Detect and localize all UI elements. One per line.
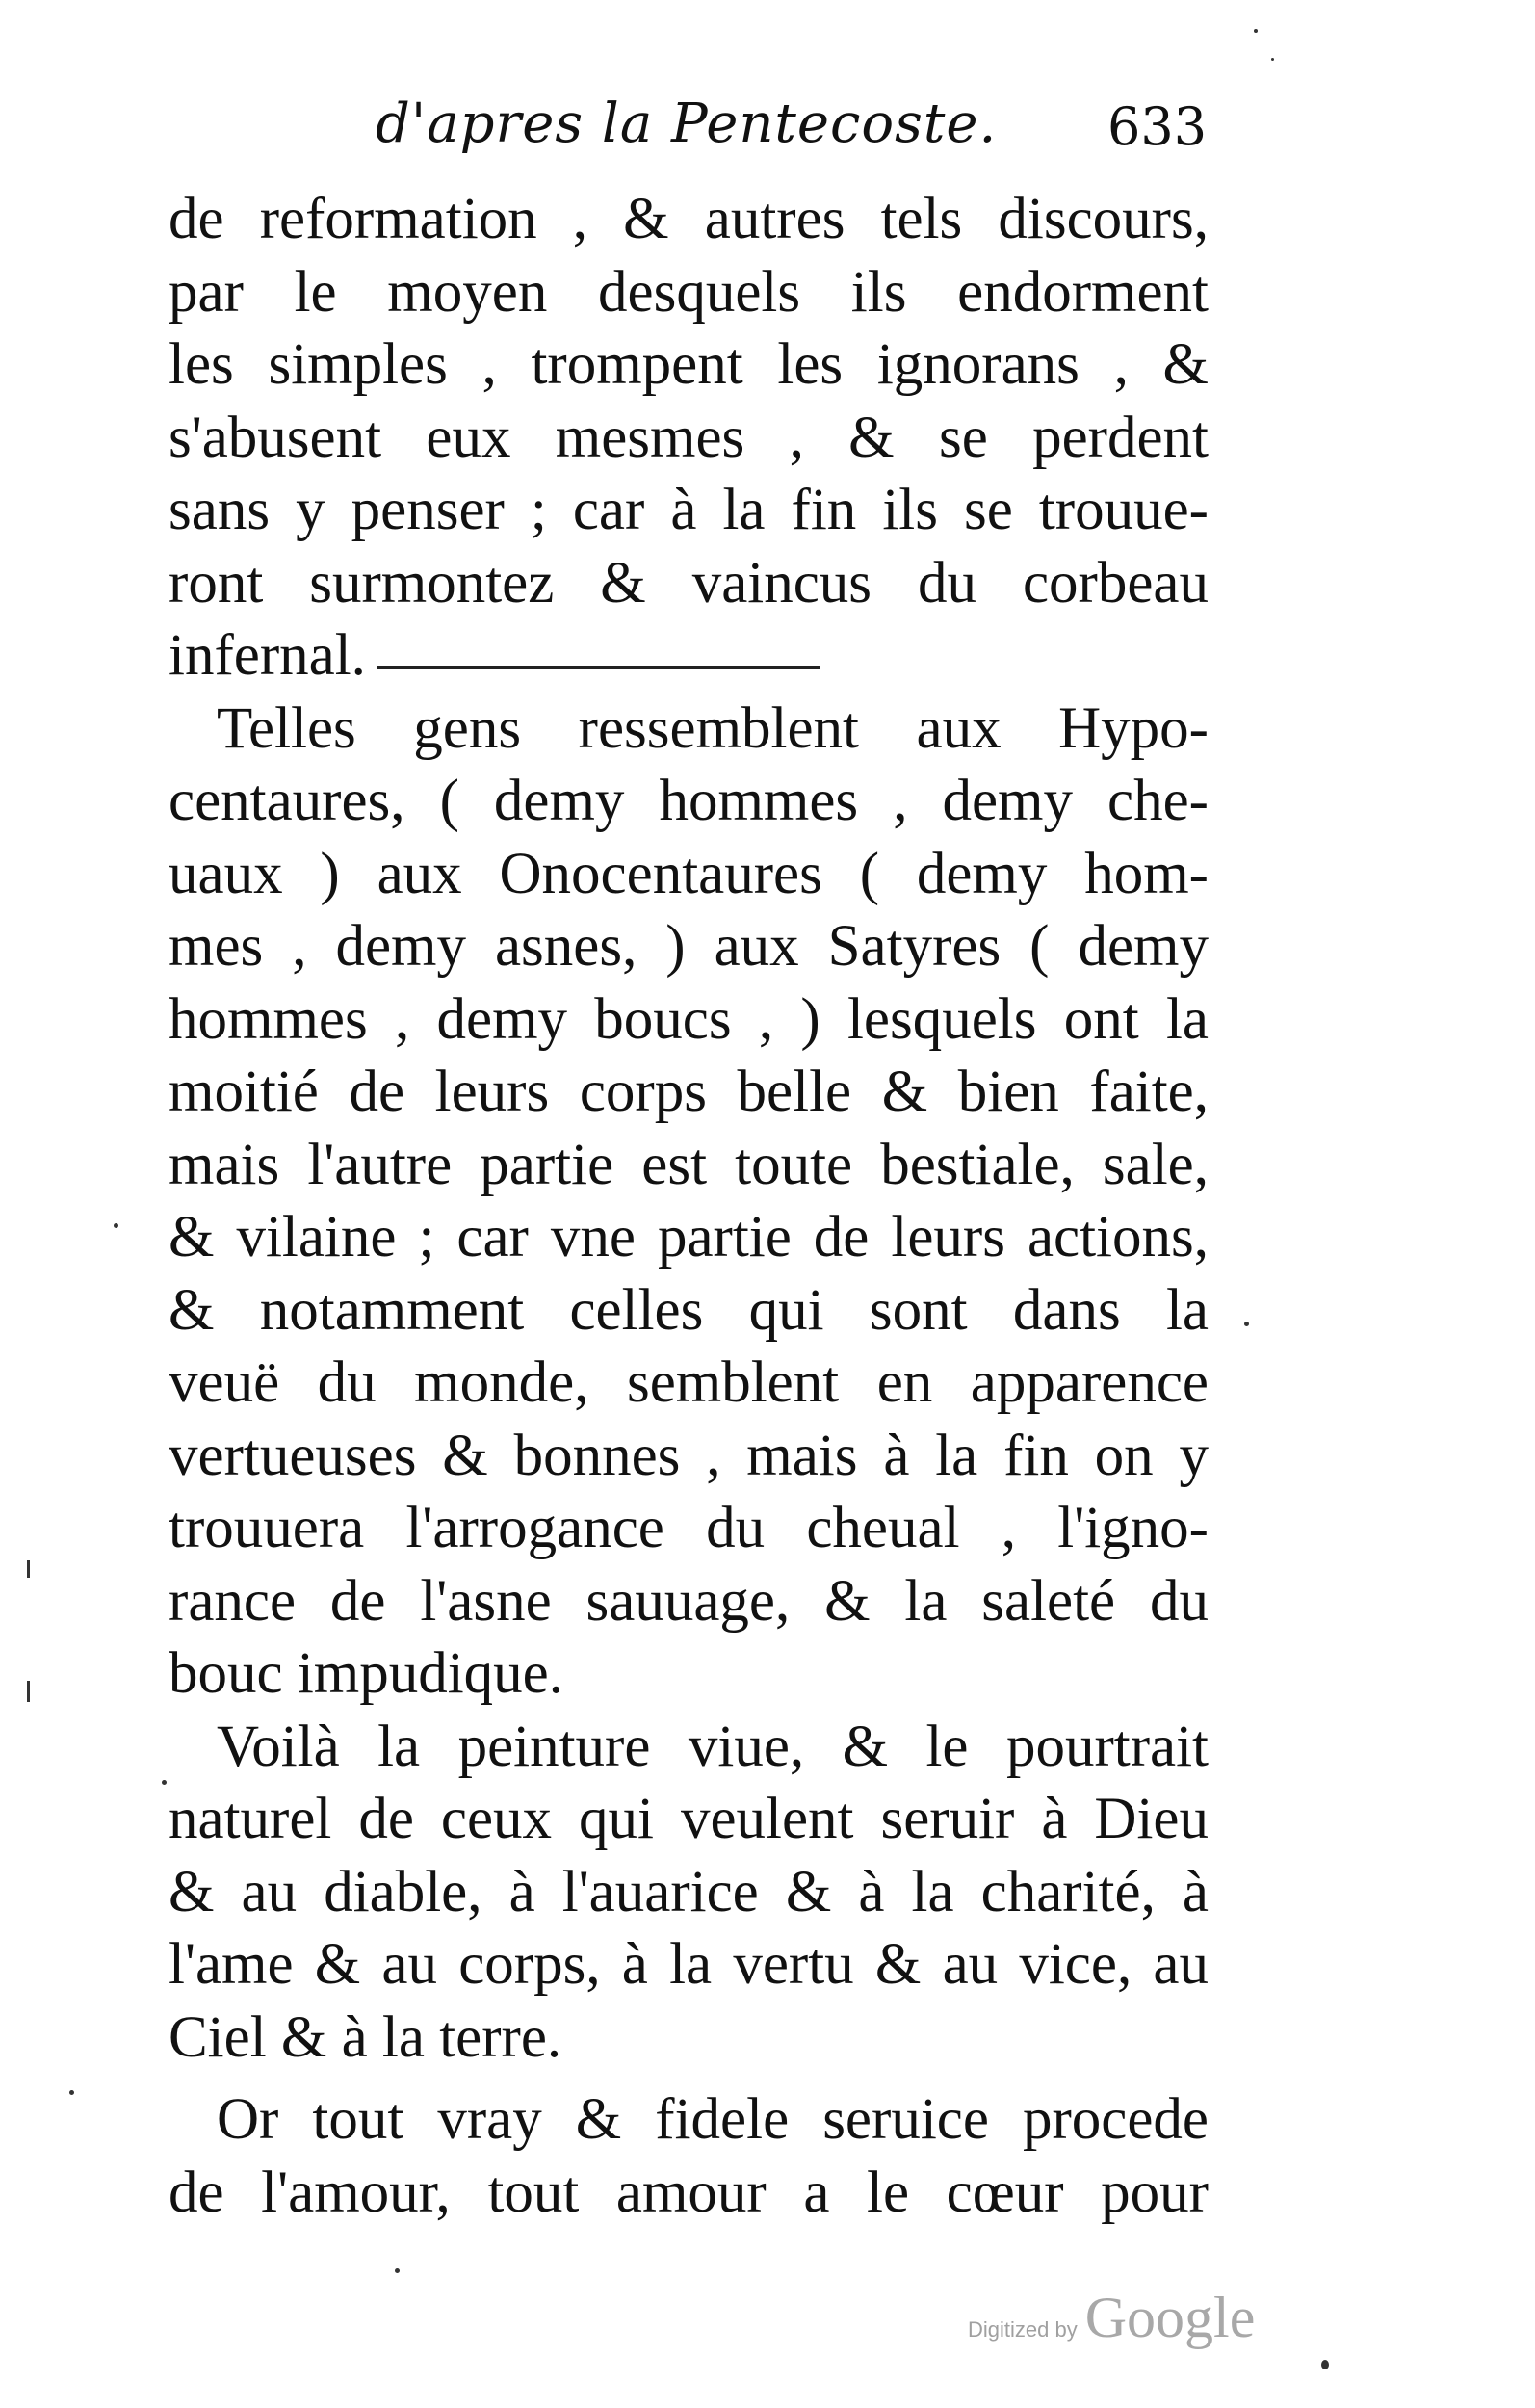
scan-speck — [27, 1560, 30, 1578]
text-line: par le moyen desquels ils endorment — [169, 259, 1209, 325]
text-line: Ciel & à la terre. — [169, 2004, 562, 2070]
scan-speck — [1271, 58, 1274, 61]
google-logo: Google — [1084, 2286, 1256, 2349]
text-line: de reformation , & autres tels discours, — [169, 187, 1209, 251]
scan-speck — [1321, 2360, 1329, 2369]
scan-speck — [69, 2090, 74, 2095]
text-line: moitié de leurs corps belle & bien faite, — [169, 1060, 1209, 1124]
running-head: d'apres la Pentecoste. — [376, 92, 998, 155]
text-line: mais l'autre partie est toute bestiale, sale, — [169, 1132, 1209, 1197]
text-line: uaux ) aux Onocentaures ( demy hom- — [169, 841, 1209, 906]
text-line: & vilaine ; car vne partie de leurs actions, — [169, 1205, 1209, 1269]
scan-speck — [114, 1223, 118, 1228]
text-block — [169, 183, 1209, 2229]
text-line: l'ame & au corps, à la vertu & au vice, au — [169, 1932, 1209, 1997]
text-line: vertueuses & bonnes , mais à la fin on y — [169, 1423, 1209, 1488]
scan-speck — [162, 1780, 167, 1785]
text-line: de l'amour, tout amour a le cœur pour — [169, 2159, 1209, 2225]
text-line: rance de l'asne sauuage, & la saleté du — [169, 1568, 1209, 1634]
text-line: bouc impudique. — [169, 1641, 563, 1706]
text-line: & notamment celles qui sont dans la — [169, 1277, 1209, 1343]
page-number: 633 — [1107, 96, 1208, 157]
scan-speck — [27, 1681, 30, 1702]
text-line: centaures, ( demy hommes , demy che- — [169, 769, 1209, 833]
text-line: infernal. — [169, 623, 366, 688]
text-line: naturel de ceux qui veulent seruir à Dieu — [169, 1787, 1209, 1851]
text-line: Voilà la peinture viue, & le pourtrait — [217, 1714, 1209, 1779]
scan-speck — [395, 2268, 400, 2273]
text-line: sans y penser ; car à la fin ils se trouue- — [169, 478, 1209, 542]
text-line: Or tout vray & fidele seruice procede — [217, 2087, 1209, 2152]
paragraph-gap — [169, 2074, 1209, 2083]
text-line: mes , demy asnes, ) aux Satyres ( demy — [169, 914, 1209, 979]
text-line: & au diable, à l'auarice & à la charité, à — [169, 1859, 1209, 1924]
text-line: trouuera l'arrogance du cheual , l'igno- — [169, 1496, 1209, 1560]
text-line: les simples , trompent les ignorans , & — [169, 332, 1209, 397]
text-line: s'abusent eux mesmes , & se perdent — [169, 405, 1209, 470]
horizontal-rule — [377, 666, 820, 669]
scan-speck — [1244, 1322, 1249, 1326]
text-line: hommes , demy boucs , ) lesquels ont la — [169, 986, 1209, 1052]
text-line: ront surmontez & vaincus du corbeau — [169, 550, 1209, 615]
text-line: veuë du monde, semblent en apparence — [169, 1350, 1209, 1415]
digitized-by-google-watermark — [968, 2285, 1255, 2351]
text-line-with-rule — [169, 619, 1209, 693]
watermark-label: Digitized by — [968, 2317, 1078, 2342]
scan-speck — [1254, 29, 1258, 33]
text-line: Telles gens ressemblent aux Hypo- — [217, 695, 1209, 761]
